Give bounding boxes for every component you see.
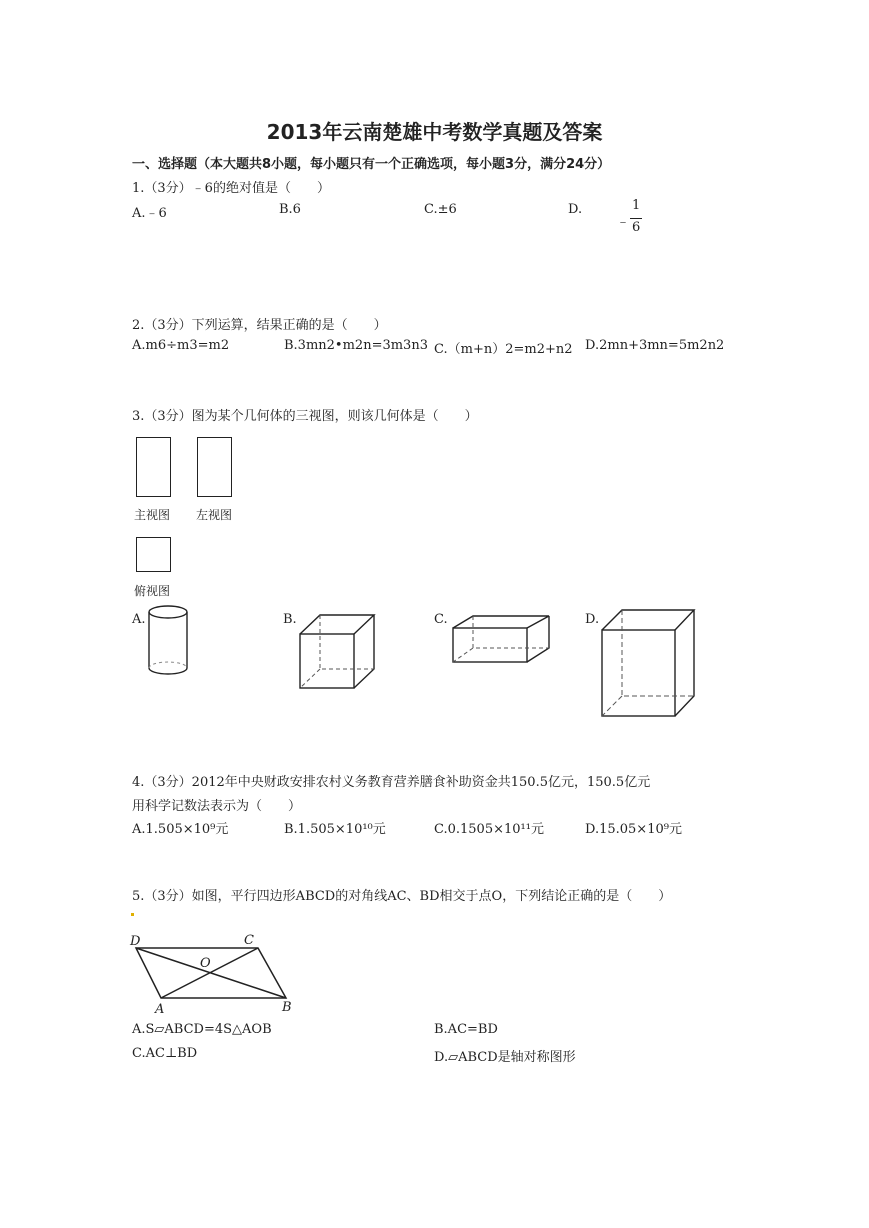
question-4-stem-line2: 用科学记数法表示为（ ）	[132, 799, 302, 814]
q5-option-d: D.▱ABCD是轴对称图形	[434, 1050, 576, 1065]
question-2-stem: 2.（3分）下列运算，结果正确的是（ ）	[132, 318, 387, 333]
q4-option-a: A.1.505×10⁹元	[132, 822, 229, 837]
q5-option-c: C.AC⊥BD	[132, 1046, 198, 1061]
q5-option-b: B.AC=BD	[434, 1022, 498, 1037]
left-view-label: 左视图	[196, 508, 233, 522]
q5-option-a: A.S▱ABCD=4S△AOB	[132, 1022, 272, 1037]
top-view-label: 俯视图	[134, 584, 171, 598]
center-label-o: O	[200, 956, 211, 971]
q2-option-d: D.2mn+3mn=5m2n2	[585, 338, 725, 353]
vertex-label-b: B	[282, 1000, 292, 1015]
q1-option-d-fraction	[614, 198, 654, 240]
parallelogram-figure	[128, 928, 296, 1016]
tall-box-figure	[600, 608, 698, 720]
q4-option-d: D.15.05×10⁹元	[585, 822, 682, 837]
q2-option-c: C.（m+n）2=m2+n2	[434, 342, 573, 357]
vertex-label-d: D	[130, 934, 141, 949]
q3-option-b: B.	[283, 612, 297, 627]
flat-box-figure	[451, 614, 553, 666]
fraction-minus: ﹣	[616, 214, 630, 230]
q2-option-b: B.3mn2•m2n=3m3n3	[284, 338, 428, 353]
q1-option-a: A.﹣6	[132, 206, 167, 221]
q4-option-c: C.0.1505×10¹¹元	[434, 822, 544, 837]
q3-option-d: D.	[585, 612, 600, 627]
page-title: 2013年云南楚雄中考数学真题及答案	[266, 120, 603, 144]
q1-option-d: D.	[568, 202, 583, 217]
cylinder-figure	[144, 602, 194, 682]
cube-figure	[298, 612, 378, 692]
front-view-label: 主视图	[134, 508, 171, 522]
top-view-rect	[136, 537, 171, 572]
q1-option-b: B.6	[279, 202, 301, 217]
vertex-label-a: A	[155, 1002, 165, 1016]
q3-option-c: C.	[434, 612, 448, 627]
question-4-stem-line1: 4.（3分）2012年中央财政安排农村义务教育营养膳食补助资金共150.5亿元，150.5亿元	[132, 775, 651, 790]
vertex-label-c: C	[244, 933, 254, 948]
fraction-bar	[630, 218, 642, 219]
question-1-stem: 1.（3分）﹣6的绝对值是（ ）	[132, 181, 330, 196]
marker-dot	[131, 913, 134, 916]
section-heading: 一、选择题（本大题共8小题，每小题只有一个正确选项，每小题3分，满分24分）	[132, 157, 611, 172]
left-view-rect	[197, 437, 232, 497]
q2-option-a: A.m6÷m3=m2	[132, 338, 230, 353]
question-3-stem: 3.（3分）图为某个几何体的三视图，则该几何体是（ ）	[132, 409, 478, 424]
q4-option-b: B.1.505×10¹⁰元	[284, 822, 386, 837]
fraction-numerator: 1	[632, 198, 641, 213]
fraction-denominator: 6	[632, 220, 641, 235]
q3-option-a: A.	[132, 612, 146, 627]
q1-option-c: C.±6	[424, 202, 457, 217]
question-5-stem: 5.（3分）如图，平行四边形ABCD的对角线AC、BD相交于点O，下列结论正确的是（ ）	[132, 889, 672, 904]
front-view-rect	[136, 437, 171, 497]
